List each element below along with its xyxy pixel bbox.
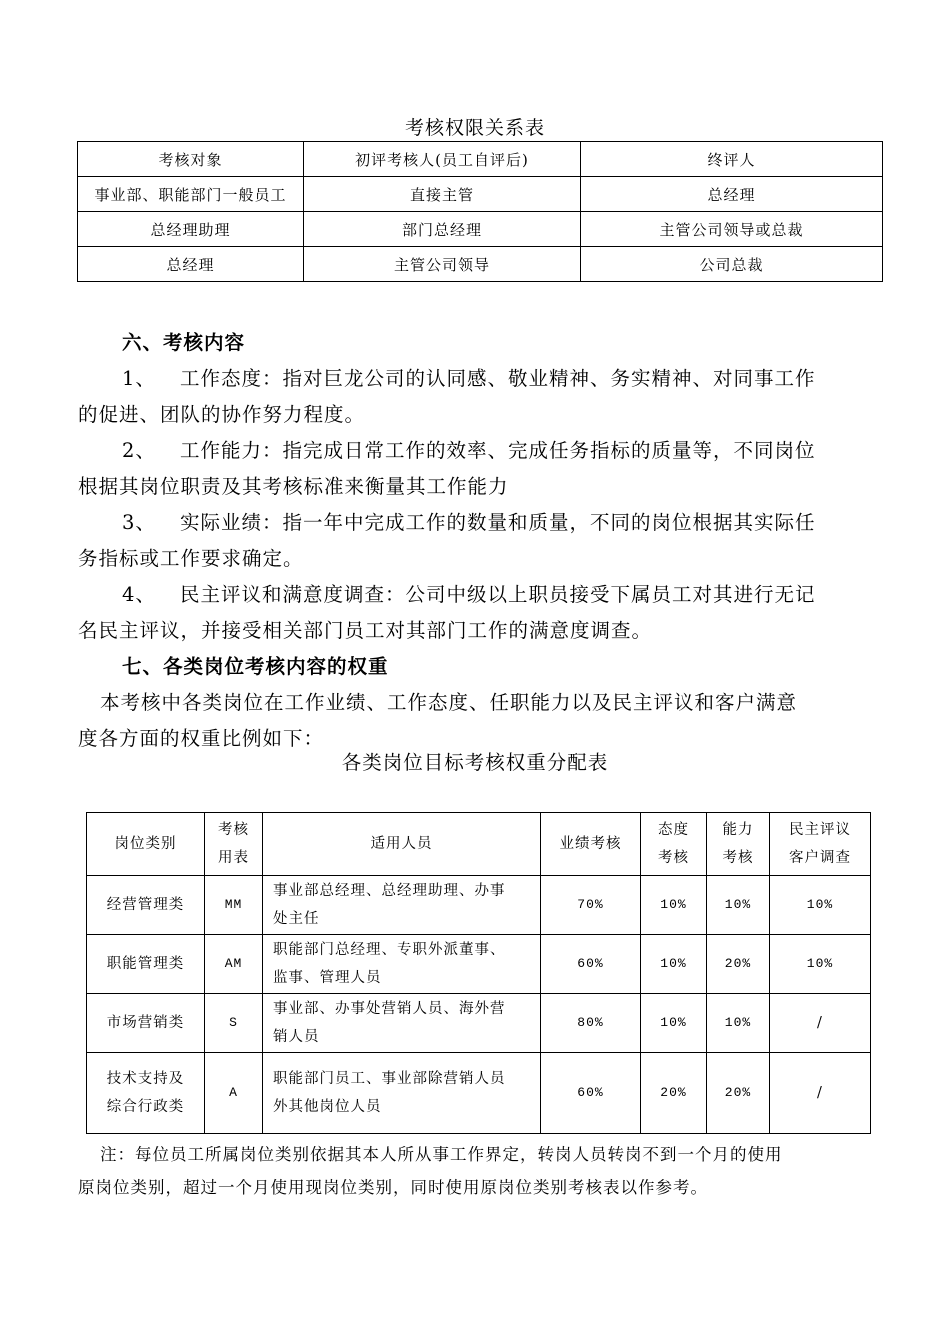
survey-cell: 10% xyxy=(770,935,871,994)
item-text: 实际业绩：指一年中完成工作的数量和质量，不同的岗位根据其实际任 xyxy=(180,511,816,534)
item-text: 民主评议和满意度调查：公司中级以上职员接受下属员工对其进行无记 xyxy=(180,583,816,606)
people-line: 监事、管理人员 xyxy=(273,970,382,986)
header-cell xyxy=(641,813,707,876)
header-cell: 初评考核人(员工自评后) xyxy=(304,142,581,177)
people-line: 处主任 xyxy=(273,911,320,927)
people-line: 事业部、办事处营销人员、海外营 xyxy=(273,1001,506,1017)
performance-cell: 80% xyxy=(541,994,641,1053)
attitude-cell: 10% xyxy=(641,935,707,994)
weight-allocation-table xyxy=(86,812,871,1134)
category-line: 技术支持及 xyxy=(106,1071,185,1087)
people-line: 职能部门总经理、专职外派董事、 xyxy=(273,942,506,958)
header-cell xyxy=(707,813,770,876)
table-cell: 总经理 xyxy=(581,177,883,212)
header-cell: 业绩考核 xyxy=(541,813,641,876)
section7-heading: 七、各类岗位考核内容的权重 xyxy=(122,655,389,678)
table-header-row xyxy=(78,142,883,177)
table-cell: 主管公司领导 xyxy=(304,247,581,282)
header-line: 考核 xyxy=(658,850,689,866)
header-line: 用表 xyxy=(218,850,249,866)
body-text xyxy=(78,325,874,757)
survey-cell: / xyxy=(770,1053,871,1134)
table-cell: 直接主管 xyxy=(304,177,581,212)
header-cell xyxy=(770,813,871,876)
form-cell: AM xyxy=(205,935,263,994)
header-cell: 适用人员 xyxy=(263,813,541,876)
item-text: 工作态度：指对巨龙公司的认同感、敬业精神、务实精神、对同事工作 xyxy=(180,367,816,390)
people-line: 事业部总经理、总经理助理、办事 xyxy=(273,883,506,899)
list-item xyxy=(78,361,874,397)
category-cell: 经营管理类 xyxy=(87,876,205,935)
table-row xyxy=(87,876,871,935)
table-cell: 主管公司领导或总裁 xyxy=(581,212,883,247)
table-cell: 部门总经理 xyxy=(304,212,581,247)
item-text-continued: 的促进、团队的协作努力程度。 xyxy=(78,403,366,426)
performance-cell: 70% xyxy=(541,876,641,935)
list-item xyxy=(78,577,874,613)
item-text: 工作能力：指完成日常工作的效率、完成任务指标的质量等，不同岗位 xyxy=(180,439,816,462)
category-cell xyxy=(87,1053,205,1134)
note-line: 注：每位员工所属岗位类别依据其本人所从事工作界定，转岗人员转岗不到一个月的使用 xyxy=(100,1145,783,1164)
people-line: 职能部门员工、事业部除营销人员 xyxy=(273,1071,506,1087)
header-line: 能力 xyxy=(722,822,754,838)
people-line: 外其他岗位人员 xyxy=(273,1099,382,1115)
people-line: 销人员 xyxy=(273,1029,320,1045)
category-cell: 市场营销类 xyxy=(87,994,205,1053)
attitude-cell: 10% xyxy=(641,876,707,935)
item-number: 3、 xyxy=(122,511,156,534)
category-line: 综合行政类 xyxy=(106,1099,185,1115)
table-cell: 总经理 xyxy=(78,247,304,282)
performance-cell: 60% xyxy=(541,1053,641,1134)
item-text-continued: 务指标或工作要求确定。 xyxy=(78,547,304,570)
table-row xyxy=(78,177,883,212)
ability-cell: 10% xyxy=(707,876,770,935)
people-cell xyxy=(263,1053,541,1134)
section6-heading: 六、考核内容 xyxy=(122,331,246,354)
form-cell: MM xyxy=(205,876,263,935)
people-cell xyxy=(263,935,541,994)
table-note xyxy=(78,1138,874,1204)
header-line: 考核 xyxy=(722,850,754,866)
attitude-cell: 20% xyxy=(641,1053,707,1134)
table-cell: 事业部、职能部门一般员工 xyxy=(78,177,304,212)
people-cell xyxy=(263,994,541,1053)
section7-intro: 本考核中各类岗位在工作业绩、工作态度、任职能力以及民主评议和客户满意 xyxy=(100,691,798,714)
table2-title: 各类岗位目标考核权重分配表 xyxy=(341,751,609,774)
item-text-continued: 名民主评议，并接受相关部门员工对其部门工作的满意度调查。 xyxy=(78,619,653,642)
header-line: 民主评议 xyxy=(789,822,851,838)
table-row xyxy=(87,1053,871,1134)
list-item xyxy=(78,505,874,541)
header-cell: 岗位类别 xyxy=(87,813,205,876)
assessment-authority-table xyxy=(77,141,883,282)
performance-cell: 60% xyxy=(541,935,641,994)
table-header-row xyxy=(87,813,871,876)
note-line: 原岗位类别，超过一个月使用现岗位类别，同时使用原岗位类别考核表以作参考。 xyxy=(78,1178,708,1197)
table1-title: 考核权限关系表 xyxy=(404,117,545,139)
table-cell: 公司总裁 xyxy=(581,247,883,282)
form-cell: A xyxy=(205,1053,263,1134)
survey-cell: 10% xyxy=(770,876,871,935)
item-number: 4、 xyxy=(122,583,156,606)
table-row xyxy=(78,247,883,282)
section7-intro-continued: 度各方面的权重比例如下： xyxy=(78,727,325,750)
list-item xyxy=(78,433,874,469)
survey-cell: / xyxy=(770,994,871,1053)
header-line: 客户调查 xyxy=(789,850,851,866)
header-line: 态度 xyxy=(658,822,689,838)
header-cell: 终评人 xyxy=(581,142,883,177)
item-text-continued: 根据其岗位职责及其考核标准来衡量其工作能力 xyxy=(78,475,509,498)
table-row xyxy=(87,994,871,1053)
header-cell xyxy=(205,813,263,876)
ability-cell: 10% xyxy=(707,994,770,1053)
people-cell xyxy=(263,876,541,935)
header-cell: 考核对象 xyxy=(78,142,304,177)
category-cell: 职能管理类 xyxy=(87,935,205,994)
header-line: 考核 xyxy=(218,822,249,838)
table-row xyxy=(78,212,883,247)
form-cell: S xyxy=(205,994,263,1053)
table-row xyxy=(87,935,871,994)
ability-cell: 20% xyxy=(707,935,770,994)
item-number: 2、 xyxy=(122,439,156,462)
ability-cell: 20% xyxy=(707,1053,770,1134)
table-cell: 总经理助理 xyxy=(78,212,304,247)
attitude-cell: 10% xyxy=(641,994,707,1053)
item-number: 1、 xyxy=(122,367,156,390)
